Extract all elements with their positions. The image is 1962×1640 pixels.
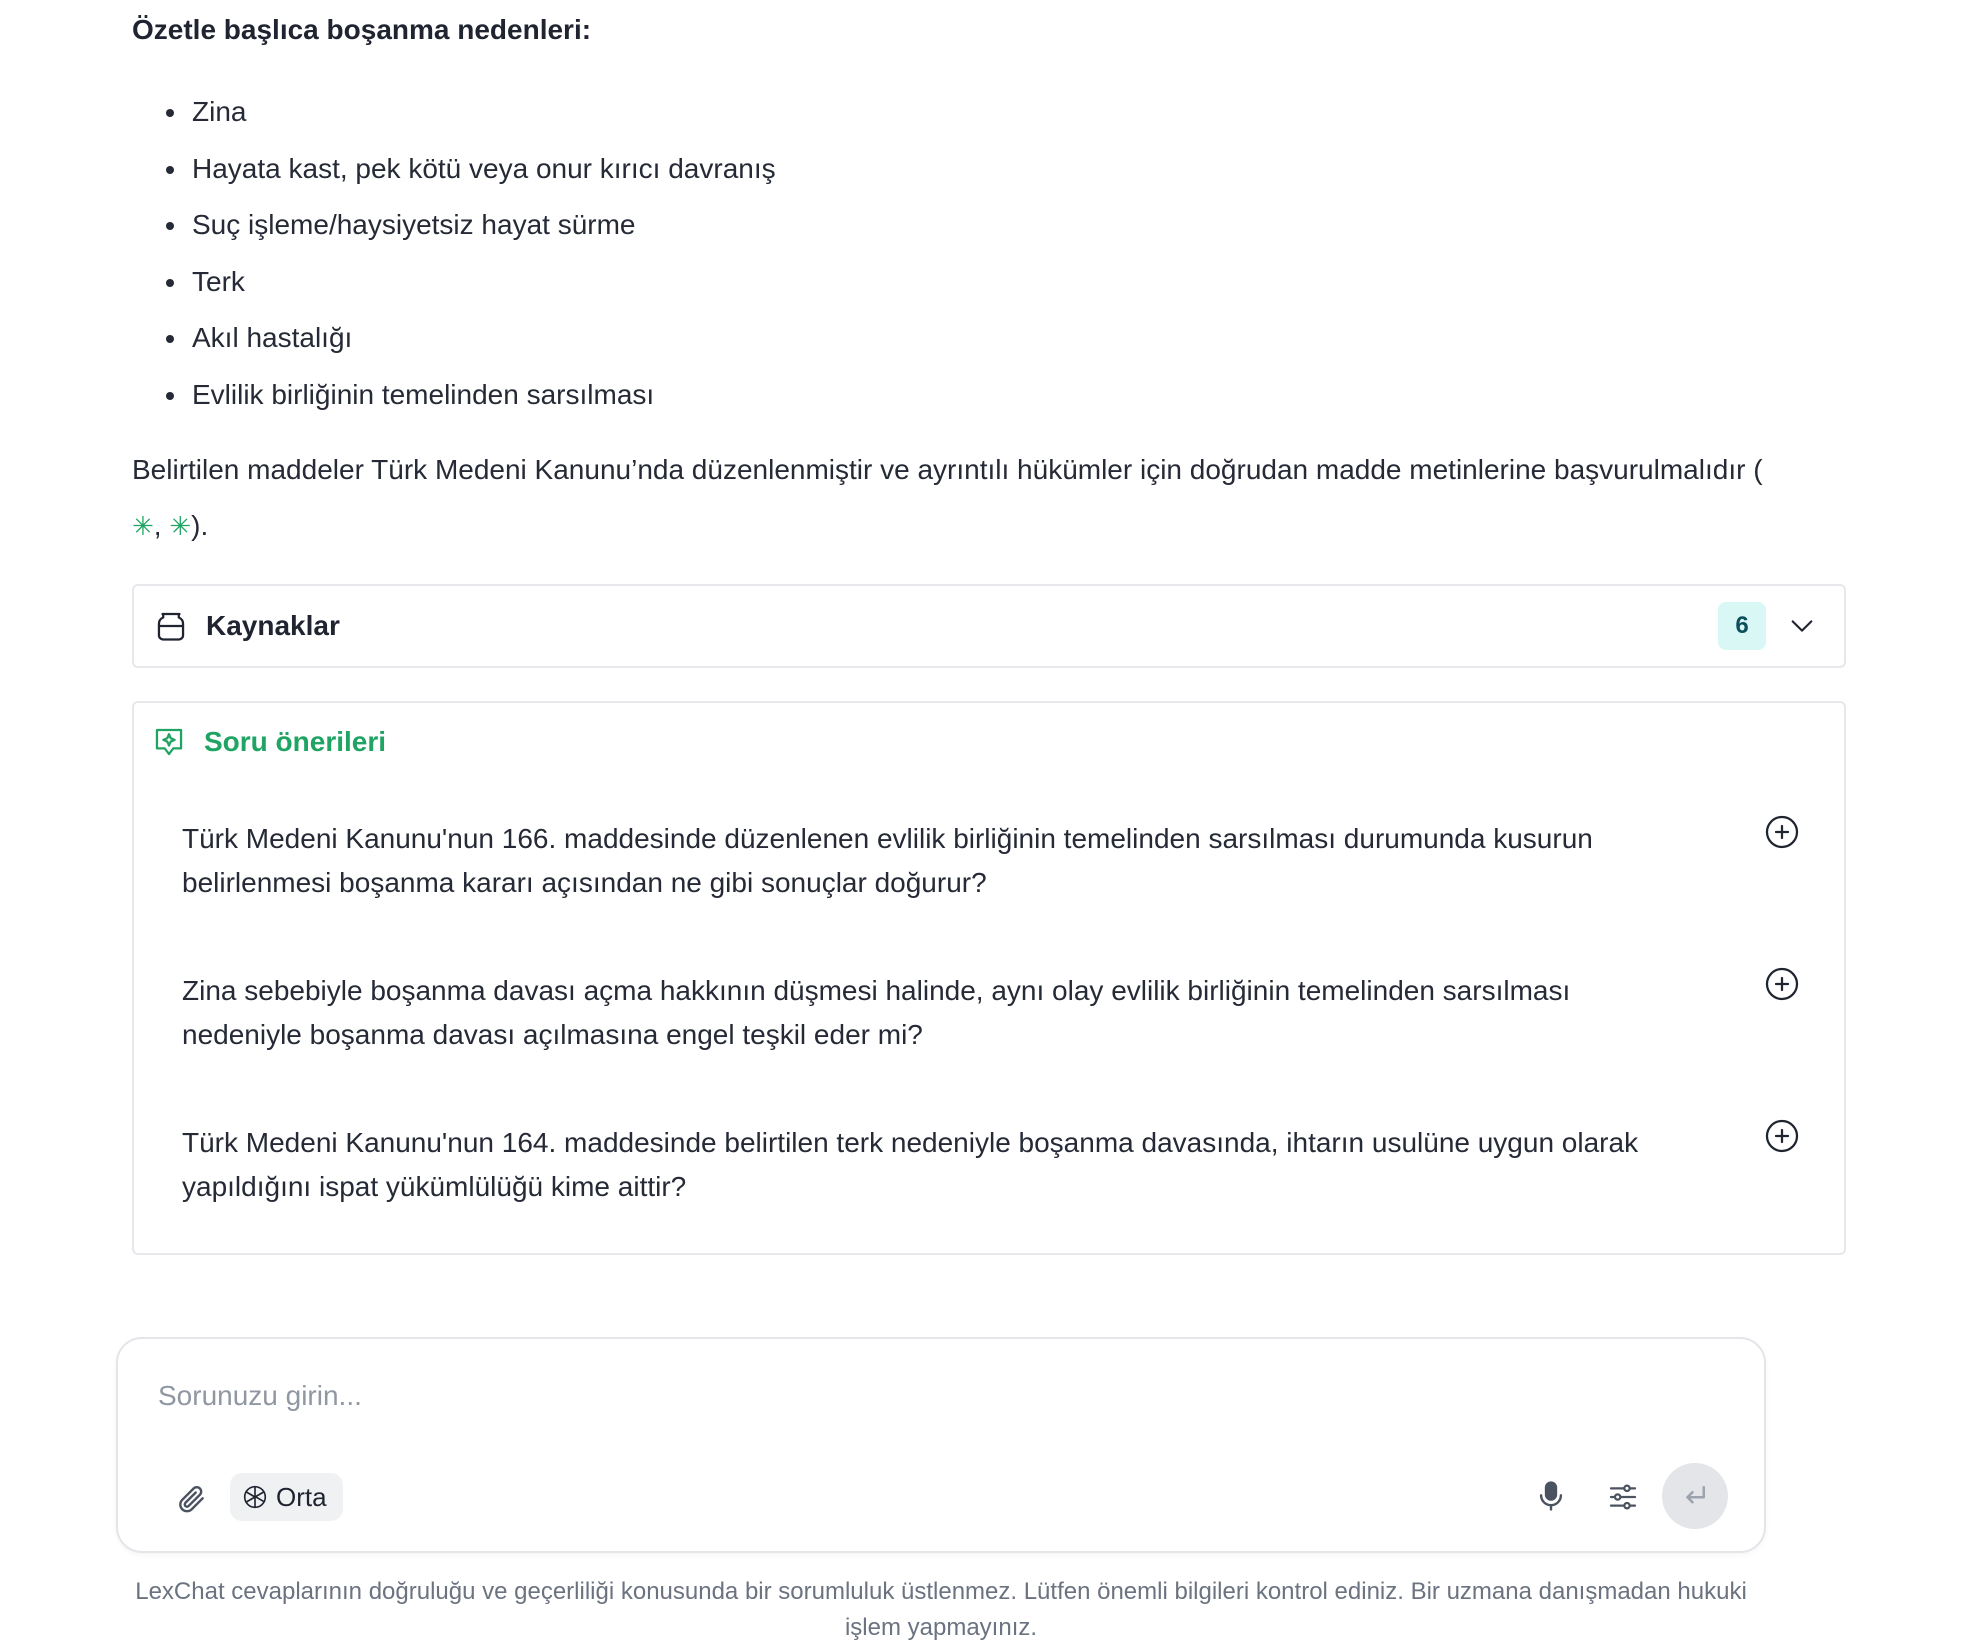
citation-separator: ,	[153, 510, 170, 541]
add-circle-icon[interactable]	[1764, 814, 1800, 850]
list-item: Akıl hastalığı	[132, 310, 776, 367]
citation-link-1[interactable]: ✳	[132, 511, 154, 541]
divorce-reasons-list	[132, 84, 776, 423]
sources-panel-header[interactable]	[132, 584, 1846, 668]
closing-text: Belirtilen maddeler Türk Medeni Kanunu’nda düzenlenmiştir ve ayrıntılı hükümler için doğrudan madde metinlerine başvurulmalıdır (	[132, 454, 1763, 485]
sources-title: Kaynaklar	[206, 610, 340, 641]
closing-end: ).	[191, 510, 209, 541]
disclaimer-text: LexChat cevaplarının doğruluğu ve geçerliliği konusunda bir sorumluluk üstlenmez. Lütfen önemli bilgileri kontrol ediniz. Bir uzmana danışmadan hukuki işlem yapmayınız.	[135, 1578, 1747, 1640]
citation-link-2[interactable]: ✳	[169, 511, 192, 541]
answer-closing-paragraph	[132, 442, 1852, 554]
list-item: Terk	[132, 254, 776, 311]
send-button[interactable]	[1662, 1463, 1728, 1529]
suggested-question-2[interactable]: Zina sebebiyle boşanma davası açma hakkının düşmesi halinde, aynı olay evlilik birliğinin temelinden sarsılması nedeniyle boşanma davası açılmasına engel teşkil eder mi?	[182, 975, 1571, 1050]
suggested-question-3[interactable]: Türk Medeni Kanunu'nun 164. maddesinde belirtilen terk nedeniyle boşanma davasında, ihtarın usulüne uygun olarak yapıldığını ispat yükümlülüğü kime aittir?	[182, 1127, 1639, 1202]
book-jar-icon	[154, 609, 188, 643]
list-item: Suç işleme/haysiyetsiz hayat sürme	[132, 197, 776, 254]
microphone-icon[interactable]	[1534, 1479, 1568, 1513]
model-knot-icon	[242, 1484, 268, 1510]
answer-heading: Özetle başlıca boşanma nedenleri:	[132, 14, 592, 45]
list-item: Evlilik birliğinin temelinden sarsılması	[132, 367, 776, 424]
list-item: Zina	[132, 84, 776, 141]
paperclip-icon[interactable]	[176, 1483, 208, 1515]
list-item: Hayata kast, pek kötü veya onur kırıcı davranış	[132, 141, 776, 198]
question-input[interactable]	[158, 1371, 1718, 1421]
enter-arrow-icon	[1680, 1481, 1710, 1511]
sparkle-chat-icon	[152, 725, 186, 759]
add-circle-icon[interactable]	[1764, 966, 1800, 1002]
model-selector-label: Orta	[276, 1481, 327, 1512]
chevron-down-icon[interactable]	[1788, 612, 1816, 640]
message-composer	[116, 1337, 1766, 1553]
suggested-question-1[interactable]: Türk Medeni Kanunu'nun 166. maddesinde düzenlenen evlilik birliğinin temelinden sarsılması durumunda kusurun belirlenmesi boşanma kararı açısından ne gibi sonuçlar doğurur?	[182, 823, 1593, 898]
model-selector-button[interactable]	[230, 1473, 343, 1521]
suggestions-header	[152, 725, 386, 759]
sources-count-badge: 6	[1718, 602, 1766, 650]
add-circle-icon[interactable]	[1764, 1118, 1800, 1154]
settings-sliders-icon[interactable]	[1606, 1481, 1640, 1513]
question-suggestions-panel	[132, 701, 1846, 1255]
suggestions-title: Soru önerileri	[204, 726, 387, 757]
